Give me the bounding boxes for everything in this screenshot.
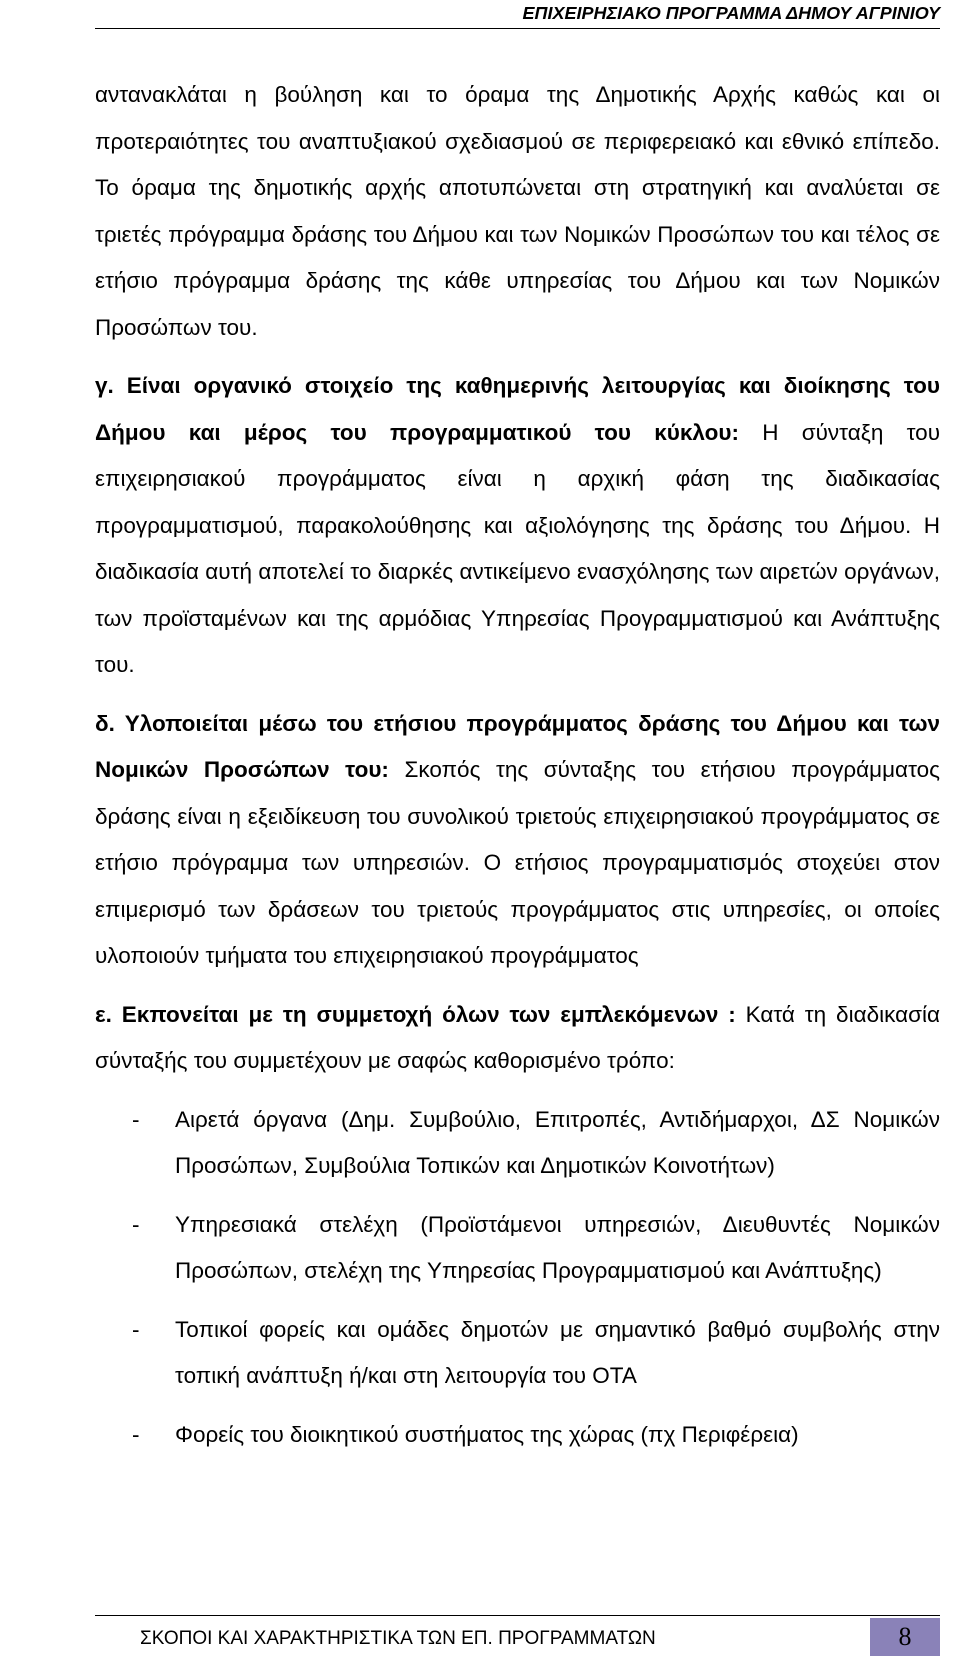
list-item [95,1097,940,1190]
section-g-paragraph [95,363,940,689]
section-d-paragraph [95,701,940,980]
bullet-text: Φορείς του διοικητικού συστήματος της χώρας (πχ Περιφέρεια) [175,1421,799,1447]
page-number: 8 [870,1618,940,1656]
page-footer [95,1615,940,1656]
page-body [95,72,940,1458]
bullet-text: Αιρετά όργανα (Δημ. Συμβούλιο, Επιτροπές, Αντιδήμαρχοι, ΔΣ Νομικών Προσώπων, Συμβούλια Τοπικών και Δημοτικών Κοινοτήτων) [175,1106,940,1178]
footer-title: ΣΚΟΠΟΙ ΚΑΙ ΧΑΡΑΚΤΗΡΙΣΤΙΚΑ ΤΩΝ ΕΠ. ΠΡΟΓΡΑΜΜΑΤΩΝ [140,1628,656,1649]
section-e-text: Κατά τη διαδικασία σύνταξής του συμμετέχουν με σαφώς καθορισμένο τρόπο: [95,1001,940,1073]
header-title: ΕΠΙΧΕΙΡΗΣΙΑΚΟ ΠΡΟΓΡΑΜΜΑ ΔΗΜΟΥ ΑΓΡΙΝΙΟΥ [522,3,940,23]
section-d-text: Σκοπός της σύνταξης του ετήσιου προγράμματος δράσης είναι η εξειδίκευση του συνολικού τριετούς επιχειρησιακού προγράμματος σε ετήσιο πρόγραμμα των υπηρεσιών. Ο ετήσιος προγραμματισμός στοχεύει στον επιμερισμό των δράσεων του τριετούς προγράμματος στις υπηρεσίες, οι οποίες υλοποιούν τμήματα του επιχειρησιακού προγράμματος [95,757,940,968]
list-item [95,1202,940,1295]
bullet-text: Τοπικοί φορείς και ομάδες δημοτών με σημαντικό βαθμό συμβολής στην τοπική ανάπτυξη ή/και στη λειτουργία του ΟΤΑ [175,1316,940,1388]
list-item [95,1307,940,1400]
section-g-heading: γ. Είναι οργανικό στοιχείο της καθημερινής λειτουργίας και διοίκησης του Δήμου και μέρος του προγραμματικού του κύκλου: [95,373,940,445]
page-header [95,0,940,29]
bullet-text: Υπηρεσιακά στελέχη (Προϊστάμενοι υπηρεσιών, Διευθυντές Νομικών Προσώπων, στελέχη της Υπηρεσίας Προγραμματισμού και Ανάπτυξης) [175,1211,940,1283]
section-d-heading: δ. Υλοποιείται μέσω του ετήσιου προγράμματος δράσης του Δήμου και των Νομικών Προσώπων του: [95,710,940,782]
section-g-text: Η σύνταξη του επιχειρησιακού προγράμματος είναι η αρχική φάση της διαδικασίας προγραμματισμού, παρακολούθησης και αξιολόγησης της δράσης του Δήμου. Η διαδικασία αυτή αποτελεί το διαρκές αντικείμενο ενασχόλησης των αιρετών οργάνων, των προϊσταμένων και της αρμόδιας Υπηρεσίας Προγραμματισμού και Ανάπτυξης του. [95,419,940,677]
bullet-dash: - [132,1211,140,1237]
section-e-paragraph [95,992,940,1085]
intro-paragraph: αντανακλάται η βούληση και το όραμα της Δημοτικής Αρχής καθώς και οι προτεραιότητες του αναπτυξιακού σχεδιασμού σε περιφερειακό και εθνικό επίπεδο. Το όραμα της δημοτικής αρχής αποτυπώνεται στη στρατηγική και αναλύεται σε τριετές πρόγραμμα δράσης του Δήμου και των Νομικών Προσώπων του και τέλος σε ετήσιο πρόγραμμα δράσης της κάθε υπηρεσίας του Δήμου και των Νομικών Προσώπων του. [95,82,940,340]
bullet-dash: - [132,1421,140,1447]
list-item [95,1412,940,1459]
bullet-dash: - [132,1106,140,1132]
bullet-dash: - [132,1316,140,1342]
section-e-heading: ε. Εκπονείται με τη συμμετοχή όλων των εμπλεκόμενων : [95,1001,736,1027]
